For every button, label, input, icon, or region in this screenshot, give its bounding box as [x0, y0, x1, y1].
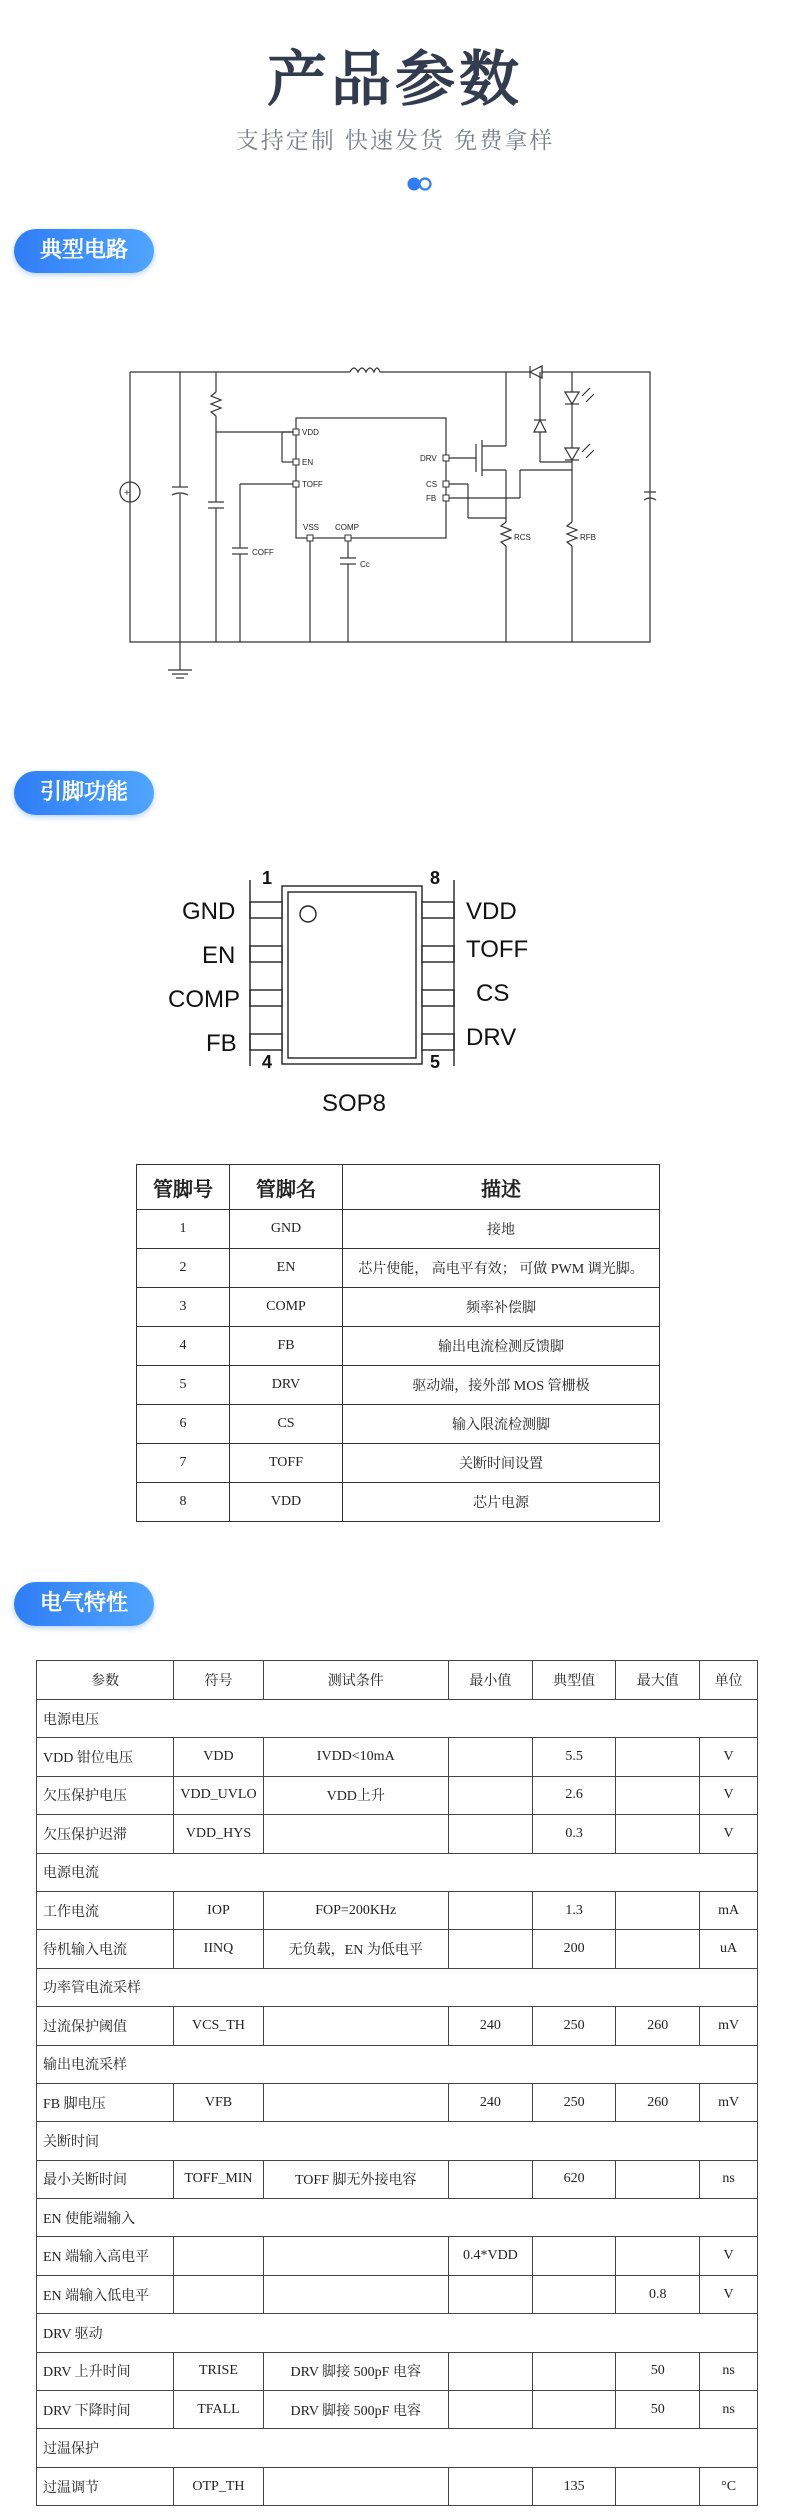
table-cell	[532, 2352, 616, 2390]
table-cell: FOP=200KHz	[263, 1891, 448, 1929]
table-cell: 240	[448, 2083, 532, 2121]
table-cell	[448, 1891, 532, 1929]
table-row	[37, 2007, 758, 2045]
table-cell: TRISE	[174, 2352, 263, 2390]
table-cell: °C	[700, 2467, 758, 2505]
table-cell: DRV 脚接 500pF 电容	[263, 2391, 448, 2429]
table-cell: 250	[532, 2083, 616, 2121]
ic-label-en: EN	[302, 458, 314, 467]
table-cell: IINQ	[174, 1930, 263, 1968]
table-group-row	[37, 2045, 758, 2083]
table-cell	[448, 2352, 532, 2390]
pin-right-5: DRV	[466, 1024, 517, 1051]
sop8-package-icon	[238, 876, 478, 1086]
table-cell: VDD 钳位电压	[37, 1738, 174, 1776]
table-cell: CS	[230, 1405, 343, 1444]
table-cell: uA	[700, 1930, 758, 1968]
table-cell: 最小关断时间	[37, 2160, 174, 2198]
table-row	[37, 2160, 758, 2198]
table-cell	[263, 1815, 448, 1853]
table-row	[137, 1405, 660, 1444]
table-cell: EN 端输入低电平	[37, 2275, 174, 2313]
table-cell: V	[700, 1776, 758, 1814]
table-cell: 欠压保护迟滞	[37, 1815, 174, 1853]
pin-function-table	[136, 1164, 660, 1522]
table-row	[37, 1815, 758, 1853]
table-header: 描述	[343, 1165, 660, 1210]
table-cell: 3	[137, 1288, 230, 1327]
table-cell	[616, 1930, 700, 1968]
section-tag-pins: 引脚功能	[14, 771, 154, 815]
table-cell	[174, 2237, 263, 2275]
table-cell	[174, 2275, 263, 2313]
table-cell: 过流保护阈值	[37, 2007, 174, 2045]
group-label: EN 使能端输入	[37, 2199, 758, 2237]
table-cell: GND	[230, 1210, 343, 1249]
table-cell: ns	[700, 2352, 758, 2390]
table-group-row	[37, 1968, 758, 2006]
table-header: 最大值	[616, 1661, 700, 1700]
table-cell: 250	[532, 2007, 616, 2045]
table-cell: mV	[700, 2083, 758, 2121]
table-group-row	[37, 2199, 758, 2237]
table-cell: 260	[616, 2007, 700, 2045]
ic-label-toff: TOFF	[302, 480, 323, 489]
table-cell	[448, 1815, 532, 1853]
ic-label-vss: VSS	[303, 523, 320, 532]
table-row	[137, 1288, 660, 1327]
table-header: 符号	[174, 1661, 263, 1700]
table-cell: VDD	[230, 1483, 343, 1522]
section-tag-electrical: 电气特性	[14, 1582, 154, 1626]
group-label: 输出电流采样	[37, 2045, 758, 2083]
table-cell	[616, 1776, 700, 1814]
table-cell: 频率补偿脚	[343, 1288, 660, 1327]
table-cell	[448, 2467, 532, 2505]
table-cell: VDD_HYS	[174, 1815, 263, 1853]
table-cell	[616, 1891, 700, 1929]
table-cell	[532, 2237, 616, 2275]
table-cell	[532, 2275, 616, 2313]
table-cell: COMP	[230, 1288, 343, 1327]
table-cell: IVDD<10mA	[263, 1738, 448, 1776]
table-cell: 260	[616, 2083, 700, 2121]
table-header: 参数	[37, 1661, 174, 1700]
table-header: 测试条件	[263, 1661, 448, 1700]
table-cell	[263, 2007, 448, 2045]
table-cell: 输出电流检测反馈脚	[343, 1327, 660, 1366]
table-header: 最小值	[448, 1661, 532, 1700]
table-cell: VDD上升	[263, 1776, 448, 1814]
table-cell: ns	[700, 2391, 758, 2429]
group-label: 功率管电流采样	[37, 1968, 758, 2006]
table-cell	[263, 2237, 448, 2275]
table-group-row	[37, 1700, 758, 1738]
electrical-characteristics-table	[36, 1660, 758, 2506]
group-label: 电源电压	[37, 1700, 758, 1738]
table-row	[137, 1249, 660, 1288]
pin-left-2: EN	[202, 942, 236, 969]
table-cell	[448, 2391, 532, 2429]
table-cell: TOFF_MIN	[174, 2160, 263, 2198]
table-cell: ns	[700, 2160, 758, 2198]
table-row	[37, 2467, 758, 2505]
table-cell: 135	[532, 2467, 616, 2505]
table-row	[37, 2083, 758, 2121]
table-cell	[616, 1738, 700, 1776]
table-cell: 1	[137, 1210, 230, 1249]
table-cell: 1.3	[532, 1891, 616, 1929]
table-row	[37, 1891, 758, 1929]
table-cell: 关断时间设置	[343, 1444, 660, 1483]
table-cell: 欠压保护电压	[37, 1776, 174, 1814]
table-cell: TFALL	[174, 2391, 263, 2429]
table-row	[37, 1738, 758, 1776]
table-cell: 无负载，EN 为低电平	[263, 1930, 448, 1968]
table-row	[37, 2237, 758, 2275]
table-cell: 4	[137, 1327, 230, 1366]
label-cc: Cc	[360, 560, 370, 569]
table-row	[137, 1327, 660, 1366]
table-cell: 200	[532, 1930, 616, 1968]
page-title: 产品参数	[267, 45, 523, 115]
table-row	[37, 1776, 758, 1814]
table-cell: mA	[700, 1891, 758, 1929]
table-header-row	[37, 1661, 758, 1700]
table-cell: DRV 上升时间	[37, 2352, 174, 2390]
table-cell	[616, 1815, 700, 1853]
table-cell: 5.5	[532, 1738, 616, 1776]
table-cell	[616, 2160, 700, 2198]
table-cell: 输入限流检测脚	[343, 1405, 660, 1444]
group-label: 过温保护	[37, 2429, 758, 2467]
table-cell: VCS_TH	[174, 2007, 263, 2045]
pin-number-5: 5	[430, 1052, 441, 1072]
table-cell: 0.3	[532, 1815, 616, 1853]
table-row	[37, 1930, 758, 1968]
label-rcs: RCS	[514, 533, 531, 542]
table-cell: V	[700, 2275, 758, 2313]
table-cell	[263, 2083, 448, 2121]
table-header: 典型值	[532, 1661, 616, 1700]
table-cell	[448, 1930, 532, 1968]
table-row	[137, 1366, 660, 1405]
table-group-row	[37, 2314, 758, 2352]
pin-number-4: 4	[262, 1052, 273, 1072]
table-cell	[448, 1738, 532, 1776]
table-cell: TOFF	[230, 1444, 343, 1483]
table-cell: V	[700, 1815, 758, 1853]
table-row	[37, 2352, 758, 2390]
table-cell: DRV	[230, 1366, 343, 1405]
pin-left-1: GND	[182, 898, 236, 925]
label-rfb: RFB	[580, 533, 596, 542]
table-row	[137, 1483, 660, 1522]
table-cell: 6	[137, 1405, 230, 1444]
ic-label-fb: FB	[426, 494, 437, 503]
table-group-row	[37, 2122, 758, 2160]
table-cell	[616, 2237, 700, 2275]
table-cell: 芯片使能， 高电平有效； 可做 PWM 调光脚。	[343, 1249, 660, 1288]
table-cell	[448, 2160, 532, 2198]
table-group-row	[37, 1853, 758, 1891]
table-cell: 接地	[343, 1210, 660, 1249]
table-cell: 7	[137, 1444, 230, 1483]
table-cell: TOFF 脚无外接电容	[263, 2160, 448, 2198]
table-cell: 2.6	[532, 1776, 616, 1814]
table-cell	[616, 2467, 700, 2505]
table-cell: VFB	[174, 2083, 263, 2121]
ic-label-comp: COMP	[335, 523, 359, 532]
table-header: 单位	[700, 1661, 758, 1700]
pin-right-7: TOFF	[466, 936, 529, 963]
carousel-dots-icon	[405, 176, 435, 192]
table-cell: 240	[448, 2007, 532, 2045]
table-cell: VDD_UVLO	[174, 1776, 263, 1814]
table-cell: 2	[137, 1249, 230, 1288]
table-cell	[263, 2275, 448, 2313]
table-cell: 5	[137, 1366, 230, 1405]
group-label: DRV 驱动	[37, 2314, 758, 2352]
table-cell: 过温调节	[37, 2467, 174, 2505]
table-header-row	[137, 1165, 660, 1210]
table-row	[137, 1210, 660, 1249]
table-cell: FB 脚电压	[37, 2083, 174, 2121]
label-coff: COFF	[252, 548, 274, 557]
table-cell: 待机输入电流	[37, 1930, 174, 1968]
pin-right-8: VDD	[466, 898, 517, 925]
table-cell: 芯片电源	[343, 1483, 660, 1522]
table-cell: 8	[137, 1483, 230, 1522]
pin-left-4: FB	[206, 1030, 237, 1057]
table-cell: OTP_TH	[174, 2467, 263, 2505]
table-header: 管脚名	[230, 1165, 343, 1210]
pin-number-8: 8	[430, 868, 441, 888]
pin-right-6: CS	[476, 980, 510, 1007]
table-cell: DRV 脚接 500pF 电容	[263, 2352, 448, 2390]
table-cell: EN	[230, 1249, 343, 1288]
table-cell: 0.8	[616, 2275, 700, 2313]
typical-circuit-diagram	[110, 352, 670, 682]
table-cell: mV	[700, 2007, 758, 2045]
table-group-row	[37, 2429, 758, 2467]
package-name: SOP8	[322, 1090, 387, 1117]
table-cell: VDD	[174, 1738, 263, 1776]
table-cell: 工作电流	[37, 1891, 174, 1929]
group-label: 电源电流	[37, 1853, 758, 1891]
source-plus-icon: +	[124, 488, 130, 499]
table-cell: DRV 下降时间	[37, 2391, 174, 2429]
table-cell: 50	[616, 2391, 700, 2429]
table-cell: EN 端输入高电平	[37, 2237, 174, 2275]
table-cell: 驱动端，接外部 MOS 管栅极	[343, 1366, 660, 1405]
table-cell: 0.4*VDD	[448, 2237, 532, 2275]
ic-label-vdd: VDD	[302, 428, 319, 437]
table-cell: 620	[532, 2160, 616, 2198]
table-row	[37, 2275, 758, 2313]
table-cell: IOP	[174, 1891, 263, 1929]
table-row	[137, 1444, 660, 1483]
table-cell	[448, 2275, 532, 2313]
table-cell: V	[700, 2237, 758, 2275]
section-tag-circuit: 典型电路	[14, 229, 154, 273]
pin-number-1: 1	[262, 868, 273, 888]
table-cell	[263, 2467, 448, 2505]
table-cell: V	[700, 1738, 758, 1776]
table-cell: 50	[616, 2352, 700, 2390]
table-row	[37, 2391, 758, 2429]
ic-label-drv: DRV	[420, 454, 437, 463]
table-header: 管脚号	[137, 1165, 230, 1210]
page-subtitle: 支持定制 快速发货 免费拿样	[235, 128, 555, 154]
pin-left-3: COMP	[168, 986, 240, 1013]
ic-label-cs: CS	[426, 480, 438, 489]
table-cell: FB	[230, 1327, 343, 1366]
group-label: 关断时间	[37, 2122, 758, 2160]
table-cell	[532, 2391, 616, 2429]
table-cell	[448, 1776, 532, 1814]
